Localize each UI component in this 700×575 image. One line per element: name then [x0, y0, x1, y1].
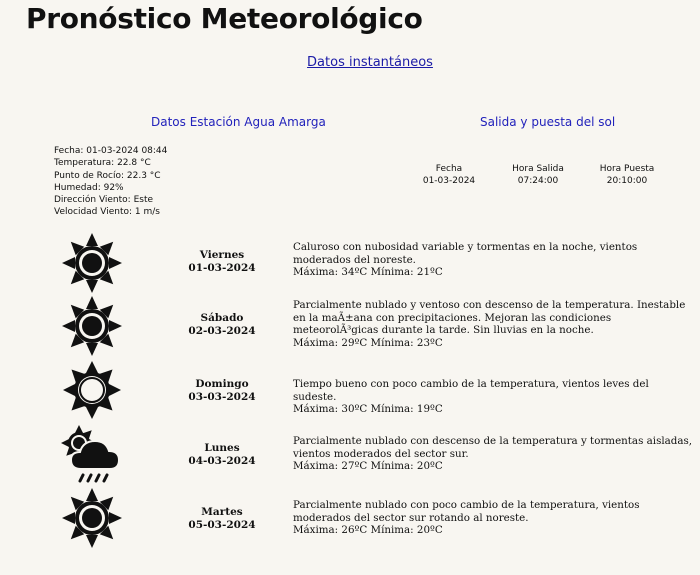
sun-cloud-rain-icon [57, 423, 127, 487]
sun-icon [57, 294, 127, 358]
forecast-text: Caluroso con nubosidad variable y tormentas en la noche, vientos moderados del noreste. [293, 241, 638, 266]
forecast-description [293, 299, 693, 349]
day-date: 05-03-2024 [188, 519, 256, 531]
station-wind-speed: Velocidad Viento: 1 m/s [54, 207, 160, 218]
forecast-day-name [178, 378, 266, 404]
forecast-temps: Máxima: 27ºC Mínima: 20ºC [293, 460, 443, 473]
day-name: Lunes [204, 442, 240, 454]
sun-outline-icon [57, 358, 127, 422]
day-date: 02-03-2024 [188, 325, 256, 337]
forecast-day-name [178, 442, 266, 468]
day-date: 04-03-2024 [188, 455, 256, 467]
day-date: 03-03-2024 [188, 391, 256, 403]
day-name: Domingo [195, 378, 249, 390]
sun-header-sunrise: Hora Salida [512, 164, 564, 174]
forecast-description [293, 435, 693, 473]
station-title: Datos Estación Agua Amarga [151, 115, 326, 129]
day-name: Sábado [200, 312, 244, 324]
sun-table-header [404, 163, 672, 175]
forecast-text: Tiempo bueno con poco cambio de la temperatura, vientos leves del sudeste. [293, 378, 649, 403]
day-date: 01-03-2024 [188, 262, 256, 274]
live-data-link[interactable]: Datos instantáneos [307, 55, 433, 70]
sun-header-sunset: Hora Puesta [599, 164, 655, 174]
sun-sunrise: 07:24:00 [517, 176, 559, 186]
sun-table [404, 163, 672, 187]
forecast-day-name [178, 506, 266, 532]
sun-icon [57, 231, 127, 295]
sun-icon [57, 487, 127, 551]
forecast-day-name [178, 312, 266, 338]
forecast-description [293, 499, 693, 537]
forecast-description [293, 378, 693, 416]
sun-date: 01-03-2024 [422, 176, 476, 186]
forecast-day-name [178, 249, 266, 275]
forecast-description [293, 241, 693, 279]
sun-table-row [404, 175, 672, 187]
forecast-temps: Máxima: 34ºC Mínima: 21ºC [293, 266, 443, 279]
forecast-text: Parcialmente nublado y ventoso con descenso de la temperatura. Inestable en la maÃ±ana con precipitaciones. Mejoran las condiciones meteorolÃ³gicas durante la tarde. Sin lluvias en la noche. [293, 299, 686, 337]
station-temperature: Temperatura: 22.8 °C [54, 158, 151, 169]
sun-sunset: 20:10:00 [606, 176, 648, 186]
station-data [54, 145, 167, 219]
forecast-temps: Máxima: 30ºC Mínima: 19ºC [293, 403, 443, 416]
day-name: Viernes [199, 249, 245, 261]
sun-title: Salida y puesta del sol [480, 115, 616, 129]
sun-header-date: Fecha [435, 164, 463, 174]
day-name: Martes [201, 506, 243, 518]
station-dew-point: Punto de Rocío: 22.3 °C [54, 170, 161, 181]
station-humidity: Humedad: 92% [54, 182, 124, 193]
forecast-text: Parcialmente nublado con poco cambio de la temperatura, vientos moderados del sector sur rotando al noreste. [293, 499, 640, 524]
forecast-temps: Máxima: 26ºC Mínima: 20ºC [293, 524, 443, 537]
station-date: Fecha: 01-03-2024 08:44 [54, 146, 168, 156]
forecast-temps: Máxima: 29ºC Mínima: 23ºC [293, 336, 443, 349]
page-title: Pronóstico Meteorológico [26, 2, 423, 35]
forecast-text: Parcialmente nublado con descenso de la temperatura y tormentas aisladas, vientos moderados del sector sur. [293, 435, 693, 460]
station-wind-direction: Dirección Viento: Este [54, 195, 154, 206]
